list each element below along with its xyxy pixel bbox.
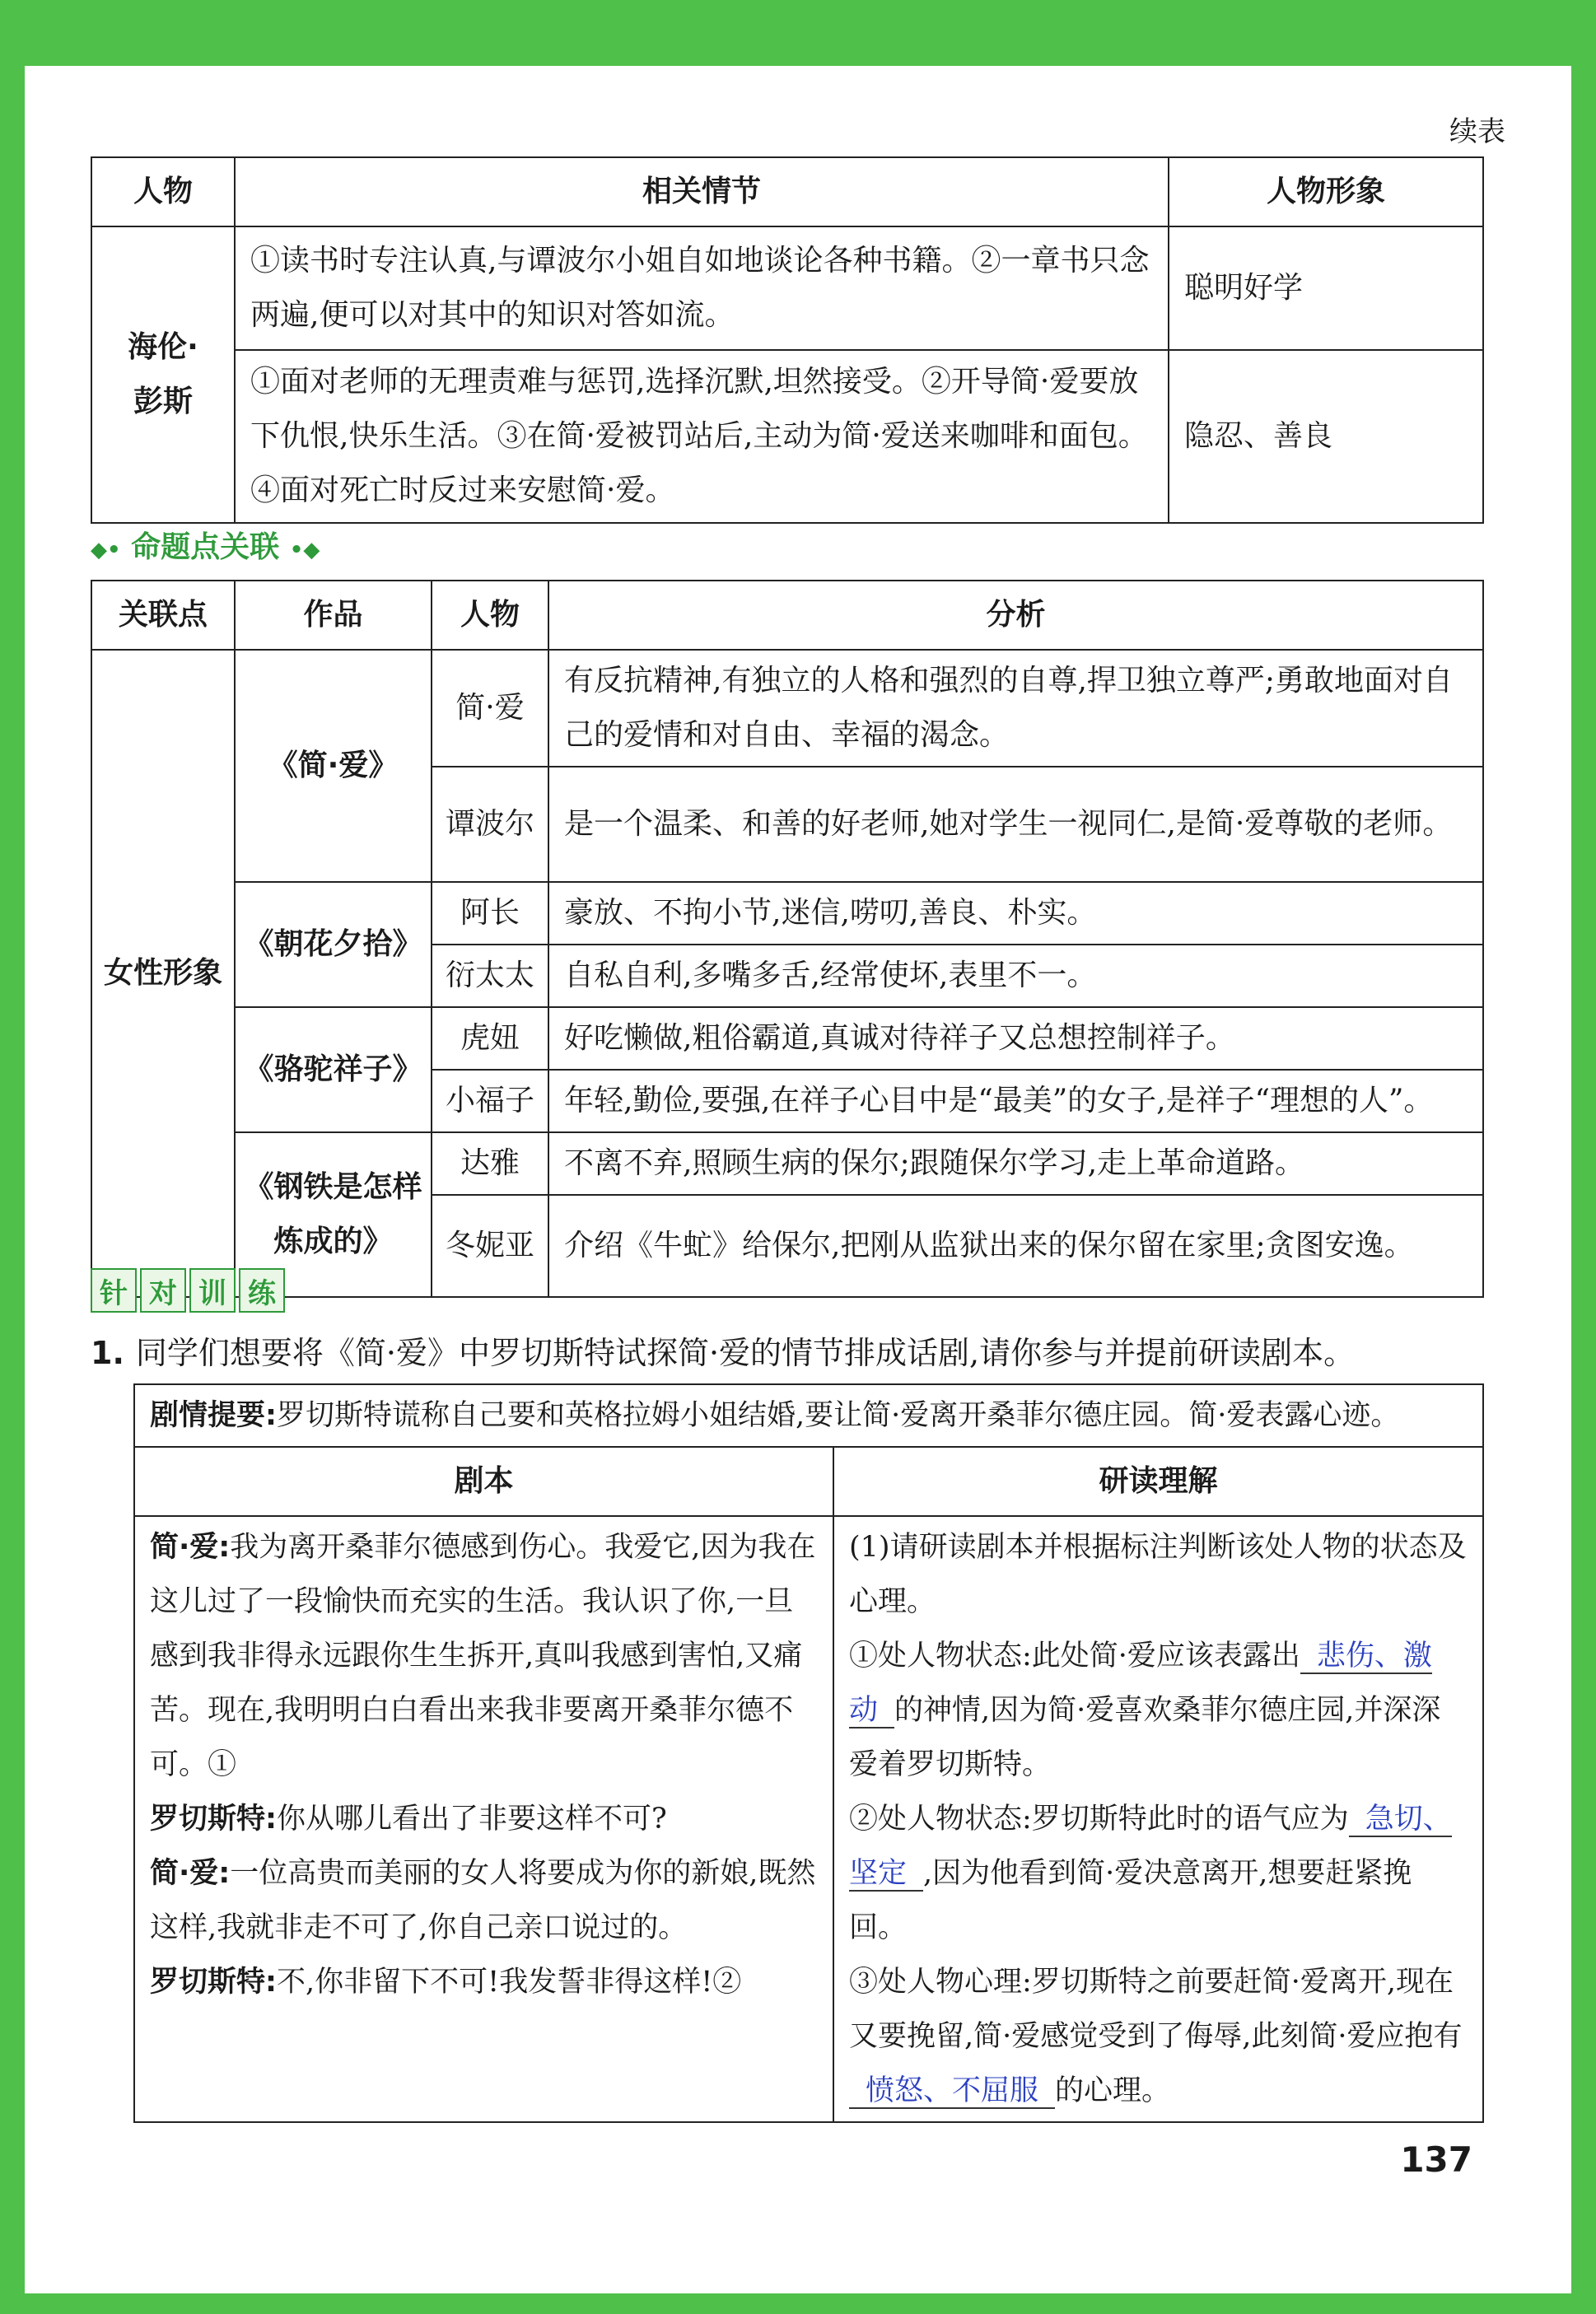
understanding-intro: (1)请研读剧本并根据标注判断该处人物的状态及心理。 xyxy=(849,1531,1467,1618)
header-plot: 相关情节 xyxy=(235,157,1169,226)
category-female: 女性形象 xyxy=(91,650,235,1297)
person-helen: 海伦· 彭斯 xyxy=(91,226,235,523)
question-1 xyxy=(91,1327,1355,1373)
char-analysis: 是一个温柔、和善的好老师,她对学生一视同仁,是简·爱尊敬的老师。 xyxy=(548,767,1483,882)
item-text: 的心理。 xyxy=(1055,2074,1171,2107)
item-text: ,因为他看到简·爱决意离开,想要赶紧挽回。 xyxy=(849,1857,1412,1944)
header-script: 剧本 xyxy=(134,1447,833,1516)
script-line xyxy=(150,1520,818,1792)
section-title-text: 命题点关联 xyxy=(131,530,280,564)
work-dawn-blossoms: 《朝花夕拾》 xyxy=(235,882,432,1007)
speaker: 简·爱: xyxy=(150,1857,231,1890)
char-name: 小福子 xyxy=(432,1070,548,1132)
training-char: 对 xyxy=(140,1268,186,1313)
char-analysis: 介绍《牛虻》给保尔,把刚从监狱出来的保尔留在家里;贪图安逸。 xyxy=(548,1195,1483,1297)
section-title xyxy=(91,524,320,566)
char-analysis: 豪放、不拘小节,迷信,唠叨,善良、朴实。 xyxy=(548,882,1483,945)
char-name: 衍太太 xyxy=(432,945,548,1007)
script-line xyxy=(150,1792,818,1846)
summary-label: 剧情提要: xyxy=(150,1399,277,1432)
char-analysis: 年轻,勤俭,要强,在祥子心目中是“最美”的女子,是祥子“理想的人”。 xyxy=(548,1070,1483,1132)
char-analysis: 好吃懒做,粗俗霸道,真诚对待祥子又总想控制祥子。 xyxy=(548,1007,1483,1070)
char-name: 阿长 xyxy=(432,882,548,945)
header-person: 人物 xyxy=(91,157,235,226)
work-camel-xiangzi: 《骆驼祥子》 xyxy=(235,1007,432,1132)
training-char: 针 xyxy=(91,1268,137,1313)
summary-text: 罗切斯特谎称自己要和英格拉姆小姐结婚,要让简·爱离开桑菲尔德庄园。简·爱表露心迹。 xyxy=(277,1399,1400,1432)
char-name: 冬妮亚 xyxy=(432,1195,548,1297)
answer-blank-2: 急切、坚定 xyxy=(849,1803,1452,1890)
header-analysis: 分析 xyxy=(548,581,1483,650)
answer-blank-3: 愤怒、不屈服 xyxy=(849,2074,1055,2109)
speaker: 罗切斯特: xyxy=(150,1966,277,1999)
line-text: 一位高贵而美丽的女人将要成为你的新娘,既然这样,我就非走不可了,你自己亲口说过的。 xyxy=(150,1857,816,1944)
answer-blank-1: 悲伤、激动 xyxy=(849,1640,1432,1727)
question-number: 1. xyxy=(91,1335,124,1371)
item-text: ①处人物状态:此处简·爱应该表露出 xyxy=(849,1640,1300,1673)
continued-label: 续表 xyxy=(1449,115,1505,148)
char-name: 简·爱 xyxy=(432,650,548,767)
question-text: 同学们想要将《简·爱》中罗切斯特试探简·爱的情节排成话剧,请你参与并提前研读剧本。 xyxy=(135,1335,1356,1371)
character-table xyxy=(91,156,1484,524)
script-table xyxy=(133,1383,1484,2123)
plot-row-2: ①面对老师的无理责难与惩罚,选择沉默,坦然接受。②开导简·爱要放下仇恨,快乐生活。③在简·爱被罚站后,主动为简·爱送来咖啡和面包。④面对死亡时反过来安慰简·爱。 xyxy=(235,350,1169,523)
speaker: 简·爱: xyxy=(150,1531,231,1564)
header-char: 人物 xyxy=(432,581,548,650)
char-name: 达雅 xyxy=(432,1132,548,1195)
speaker: 罗切斯特: xyxy=(150,1803,277,1836)
header-point: 关联点 xyxy=(91,581,235,650)
understanding-cell xyxy=(833,1516,1483,2122)
understanding-item-3 xyxy=(849,1955,1468,2118)
association-table xyxy=(91,580,1484,1298)
script-line xyxy=(150,1955,818,2009)
understanding-item-2 xyxy=(849,1792,1468,1955)
char-name: 虎妞 xyxy=(432,1007,548,1070)
header-image: 人物形象 xyxy=(1169,157,1483,226)
work-steel-tempered: 《钢铁是怎样炼成的》 xyxy=(235,1132,432,1297)
char-analysis: 有反抗精神,有独立的人格和强烈的自尊,捍卫独立尊严;勇敢地面对自己的爱情和对自由、幸福的渴念。 xyxy=(548,650,1483,767)
image-row-2: 隐忍、善良 xyxy=(1169,350,1483,523)
diamond-icon: ◆• xyxy=(91,538,121,562)
training-badge xyxy=(91,1268,288,1313)
item-text: 的神情,因为简·爱喜欢桑菲尔德庄园,并深深爱着罗切斯特。 xyxy=(849,1694,1441,1781)
item-text: ③处人物心理:罗切斯特之前要赶简·爱离开,现在又要挽留,简·爱感觉受到了侮辱,此刻简·爱应抱有 xyxy=(849,1966,1463,2053)
training-char: 训 xyxy=(189,1268,236,1313)
image-row-1: 聪明好学 xyxy=(1169,226,1483,350)
top-green-border xyxy=(25,25,1571,66)
header-understanding: 研读理解 xyxy=(833,1447,1483,1516)
char-name: 谭波尔 xyxy=(432,767,548,882)
line-text: 不,你非留下不可!我发誓非得这样!② xyxy=(277,1966,742,1999)
work-jane-eyre: 《简·爱》 xyxy=(235,650,432,882)
char-analysis: 自私自利,多嘴多舌,经常使坏,表里不一。 xyxy=(548,945,1483,1007)
understanding-item-1 xyxy=(849,1629,1468,1792)
item-text: ②处人物状态:罗切斯特此时的语气应为 xyxy=(849,1803,1349,1836)
header-work: 作品 xyxy=(235,581,432,650)
page-number: 137 xyxy=(1400,2139,1472,2180)
plot-row-1: ①读书时专注认真,与谭波尔小姐自如地谈论各种书籍。②一章书只念两遍,便可以对其中的知识对答如流。 xyxy=(235,226,1169,350)
script-line xyxy=(150,1846,818,1955)
line-text: 你从哪儿看出了非要这样不可? xyxy=(277,1803,667,1836)
script-cell xyxy=(134,1516,833,2122)
plot-summary xyxy=(134,1384,1483,1447)
diamond-icon: •◆ xyxy=(289,538,320,562)
line-text: 我为离开桑菲尔德感到伤心。我爱它,因为我在这儿过了一段愉快而充实的生活。我认识了你,一旦感到我非得永远跟你生生拆开,真叫我感到害怕,又痛苦。现在,我明明白白看出来我非要离开桑菲尔德不可。① xyxy=(150,1531,816,1781)
char-analysis: 不离不弃,照顾生病的保尔;跟随保尔学习,走上革命道路。 xyxy=(548,1132,1483,1195)
training-char: 练 xyxy=(239,1268,285,1313)
